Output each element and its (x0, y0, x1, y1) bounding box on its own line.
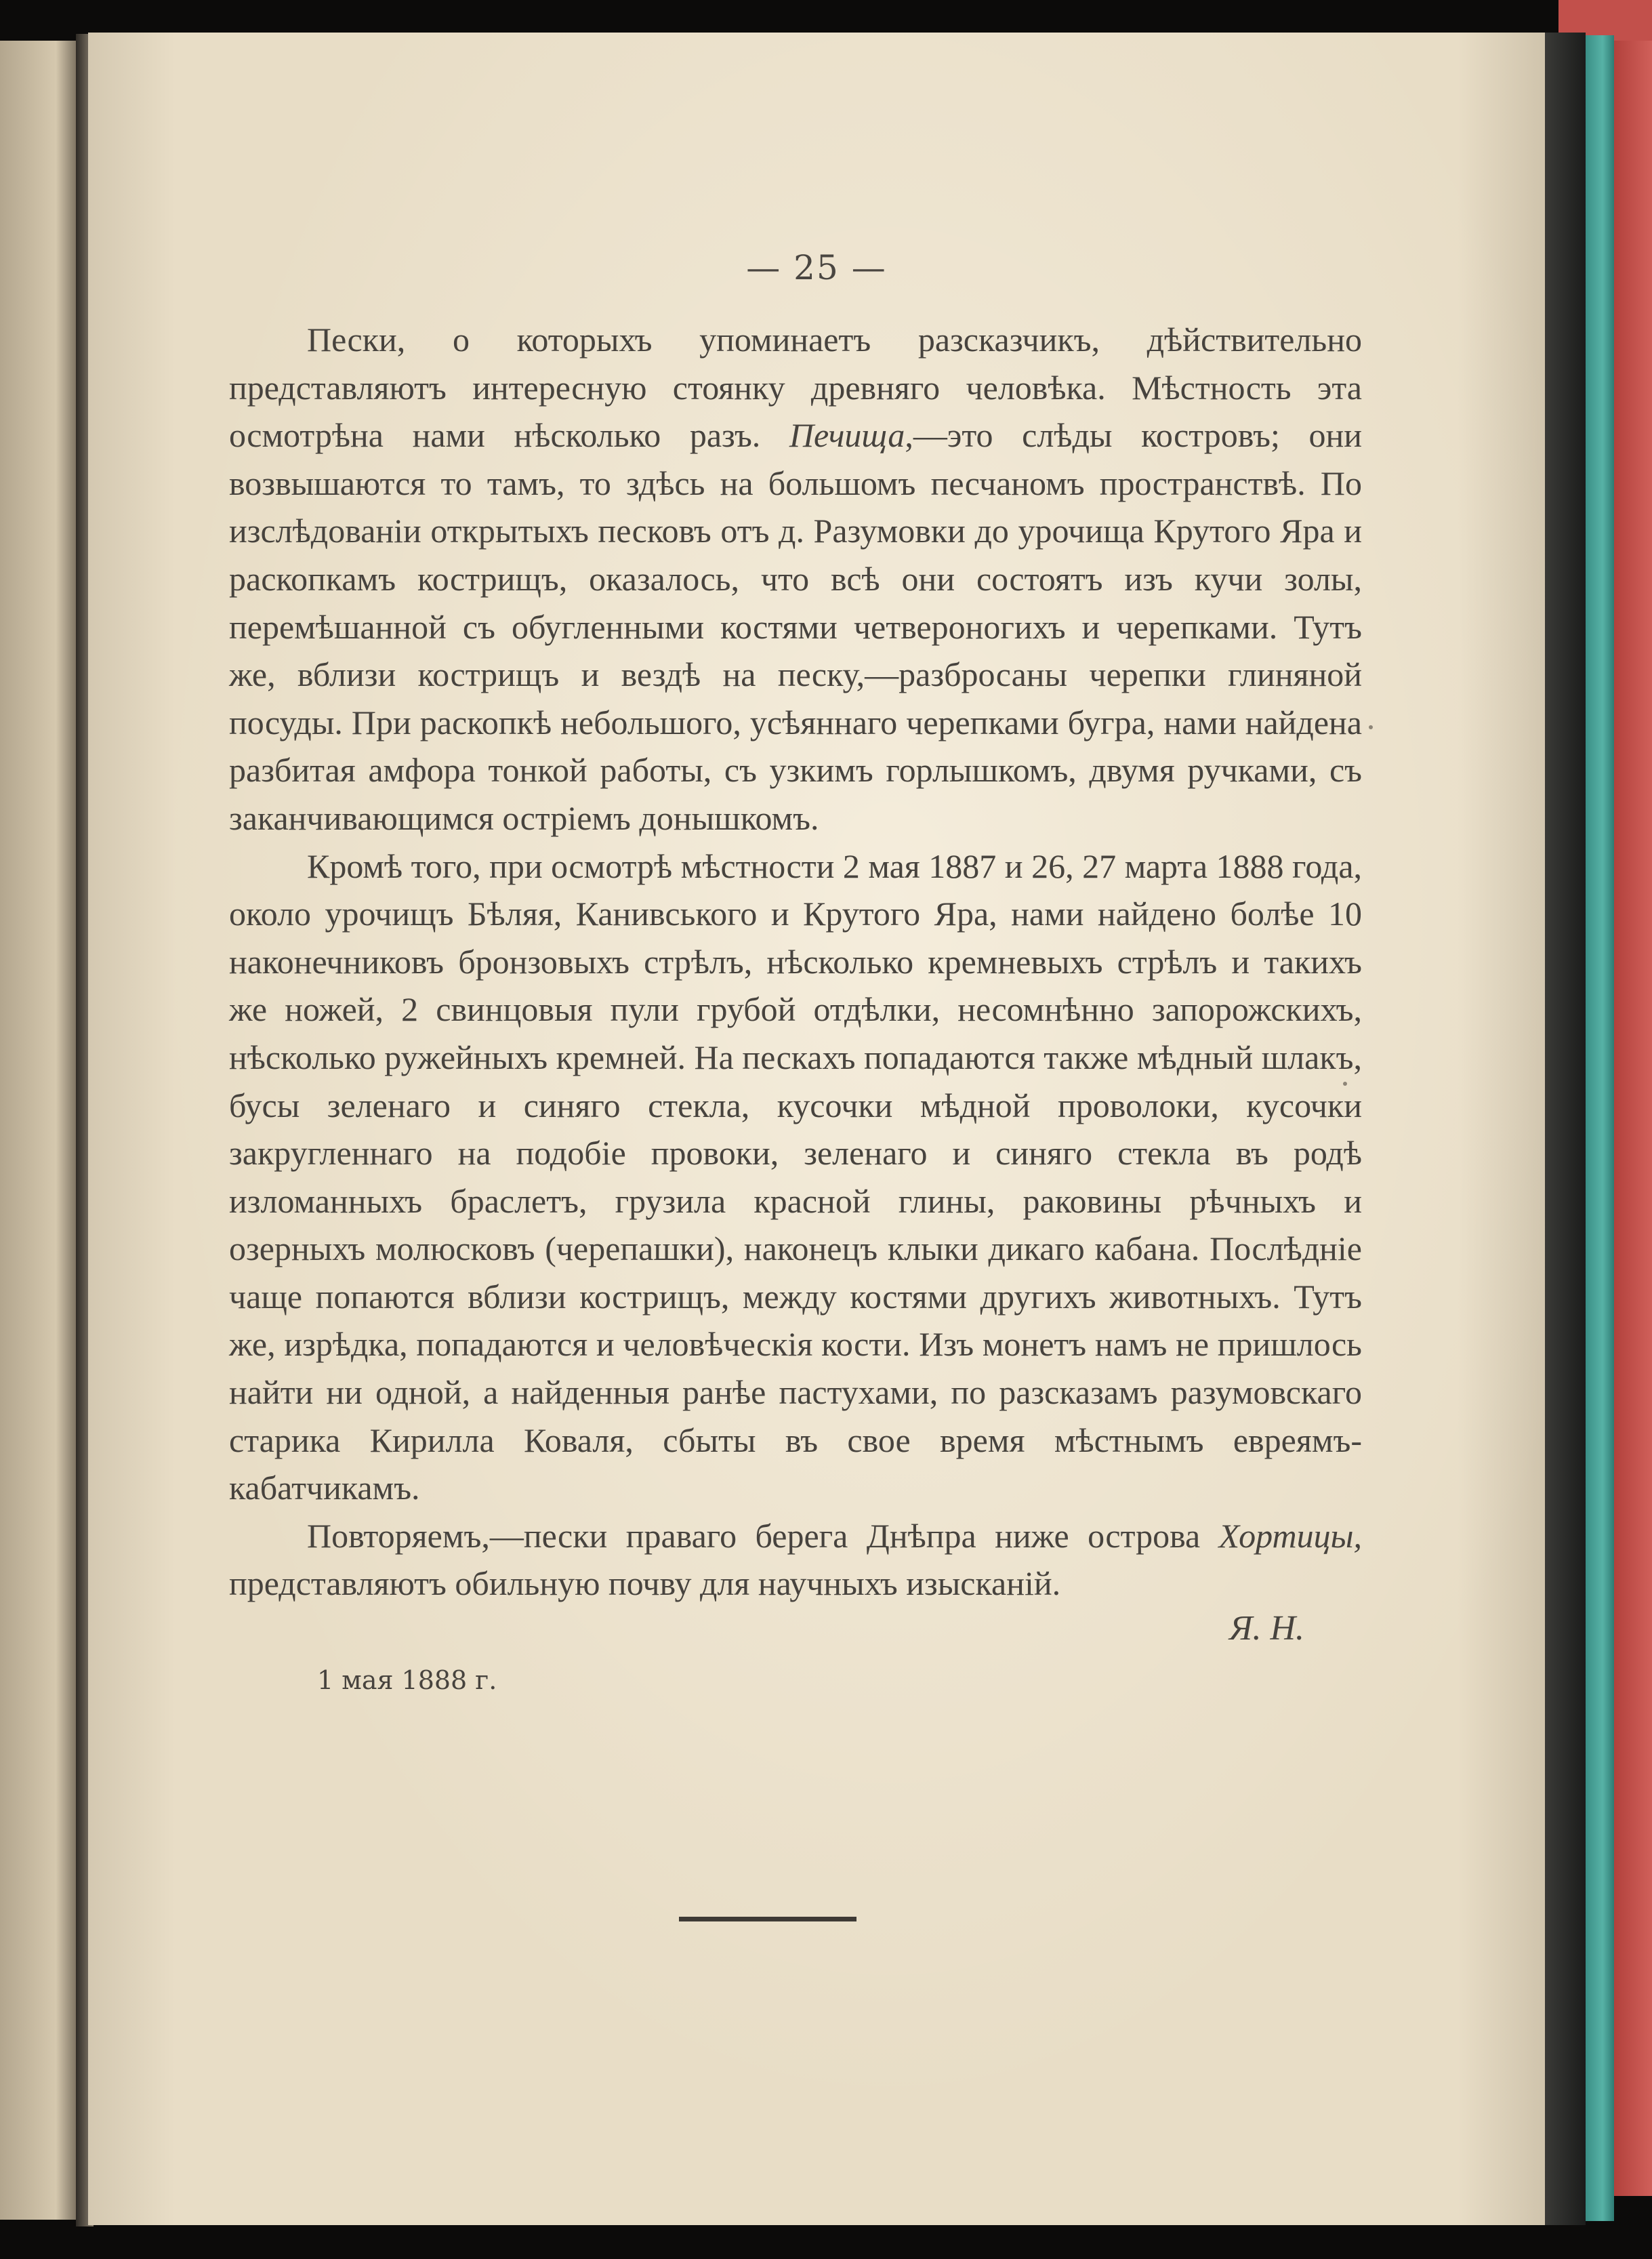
page-stack-edge (1545, 33, 1586, 2225)
paragraph-1 (229, 316, 1362, 842)
paper-speck (1369, 725, 1373, 729)
book-spine-edge (1586, 35, 1614, 2221)
paper-speck (1343, 1082, 1347, 1086)
paragraph-3-text-cont: представляютъ обильную почву для научныхъ изысканій. (229, 1564, 1061, 1603)
paragraph-1-text-cont: ,—это слѣды костровъ; они возвышаются то тамъ, то здѣсь на большомъ песчаномъ пространствѣ. По изслѣдованіи открытыхъ песковъ отъ д. Разумовки до урочища Крутого Яра и раскопкамъ кострищъ, оказалось, что всѣ они состоятъ изъ кучи золы, перемѣшанной съ обугленными костями четвероногихъ и черепками. Тутъ же, вблизи кострищъ и вездѣ на песку,—разбросаны черепки глиняной посуды. При раскопкѣ небольшого, усѣяннаго черепками бугра, нами найдена разбитая амфора тонкой работы, съ узкимъ горлышкомъ, двумя ручками, съ заканчивающимся остріемъ донышкомъ. (229, 416, 1362, 837)
article-body (229, 316, 1362, 1697)
paragraph-2 (229, 842, 1362, 1512)
author-signature: Я. Н. (1229, 1609, 1304, 1648)
paragraph-1-text: Пески, о которыхъ упоминаетъ разсказчикъ, дѣйствительно представляютъ интересную стоянку древняго человѣка. Мѣстность эта осмотрѣна нами нѣсколько разъ. (229, 321, 1362, 455)
date-line: 1 мая 1888 г. (317, 1665, 497, 1696)
right-page (88, 33, 1545, 2225)
paragraph-2-text: Кромѣ того, при осмотрѣ мѣстности 2 мая 1887 и 26, 27 марта 1888 года, около урочищъ Бѣляя, Канивського и Крутого Яра, нами найдено болѣе 10 наконечниковъ бронзовыхъ стрѣлъ, нѣсколько кремневыхъ стрѣлъ и такихъ же ножей, 2 свинцовыя пули грубой отдѣлки, несомнѣнно запорожскихъ, нѣсколько ружейныхъ кремней. На пескахъ попадаются также мѣдный шлакъ, бусы зеленаго и синяго стекла, кусочки мѣдной проволоки, кусочки закругленнаго на подобіе провоки, зеленаго и синяго стекла въ родѣ изломанныхъ браслетъ, грузила красной глины, раковины рѣчныхъ и озерныхъ молюсковъ (черепашки), наконецъ клыки дикаго кабана. Послѣдніе чаще попаются вблизи кострищъ, между костями другихъ животныхъ. Тутъ же, изрѣдка, попадаются и человѣческія кости. Изъ монетъ намъ не пришлось найти ни одной, а найденныя ранѣе пастухами, по разсказамъ разумовскаго старика Кирилла Коваля, сбыты въ свое время мѣстнымъ евреямъ-кабатчикамъ. (229, 847, 1363, 1507)
paragraph-3-italic: Хортицы, (1218, 1516, 1362, 1555)
paragraph-1-italic: Печища (789, 416, 905, 455)
page-number: — 25 — (746, 248, 887, 287)
paragraph-3 (229, 1512, 1362, 1608)
end-rule (679, 1917, 856, 1921)
book-cover-edge (1614, 41, 1652, 2196)
paragraph-3-text: Повторяемъ,—пески праваго берега Днѣпра ниже острова (307, 1516, 1219, 1555)
left-page-edge (0, 41, 80, 2220)
